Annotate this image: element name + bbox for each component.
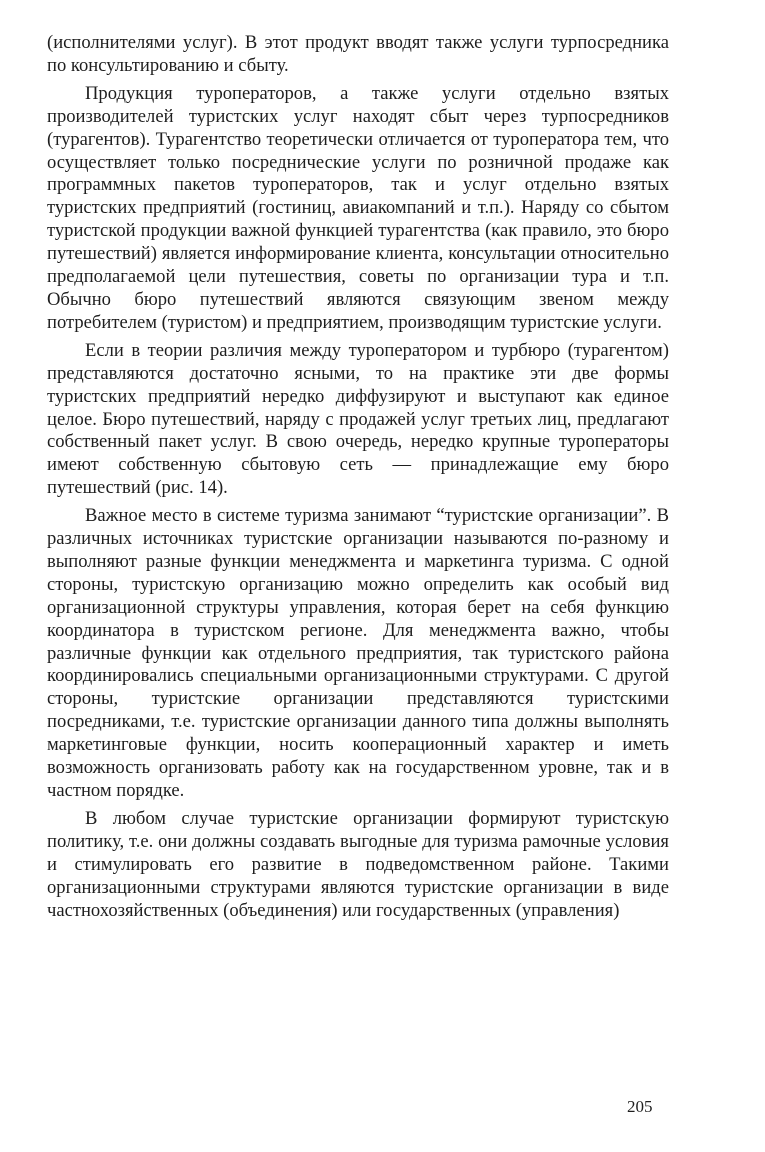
paragraph-2: Продукция туроператоров, а также услуги отдельно взятых производителей туристских услуг находят сбыт через турпосредников (турагентов). Турагентство теоретически отличается от туроператора тем, что осуществляет только посреднические услуги по розничной продаже как программных пакетов туроператоров, так и услуг отдельно взятых туристских предприятий (гостиниц, авиакомпаний и т.п.). Наряду со сбытом туристской продукции важной функцией турагентства (как правило, это бюро путешествий) является информирование клиента, консультации относительно предполагаемой цели путешествия, советы по организации тура и т.п. Обычно бюро путешествий являются связующим звеном между потребителем (туристом) и предприятием, производящим туристские услуги.	[47, 82, 669, 333]
paragraph-4: Важное место в системе туризма занимают “туристские организации”. В различных источниках туристские организации называются по-разному и выполняют разные функции менеджмента и маркетинга туризма. С одной стороны, туристскую организацию можно определить как особый вид организационной структуры управления, которая берет на себя функцию координатора в туристском регионе. Для менеджмента важно, чтобы различные функции как отдельного предприятия, так туристского района координировались специальными организационными структурами. С другой стороны, туристские организации представляются туристскими посредниками, т.е. туристские организации данного типа должны выполнять маркетинговые функции, носить кооперационный характер и иметь возможность организовать работу как на государственном уровне, так и в частном порядке.	[47, 505, 669, 801]
paragraph-3: Если в теории различия между туроператором и турбюро (турагентом) представляются достаточно ясными, то на практике эти две формы туристских предприятий нередко диффузируют и выступают как единое целое. Бюро путешествий, наряду с продажей услуг третьих лиц, предлагают собственный пакет услуг. В свою очередь, нередко крупные туроператоры имеют собственную сбытовую сеть — принадлежащие ему бюро путешествий (рис. 14).	[47, 339, 669, 499]
page-text-body	[47, 32, 669, 927]
paragraph-5: В любом случае туристские организации формируют туристскую политику, т.е. они должны создавать выгодные для туризма рамочные условия и стимулировать его развитие в подведомственном районе. Такими организационными структурами являются туристские организации в виде частнохозяйственных (объединения) или государственных (управления)	[47, 807, 669, 921]
paragraph-1: (исполнителями услуг). В этот продукт вводят также услуги турпосредника по консультированию и сбыту.	[47, 32, 669, 76]
page-number: 205	[627, 1097, 653, 1116]
